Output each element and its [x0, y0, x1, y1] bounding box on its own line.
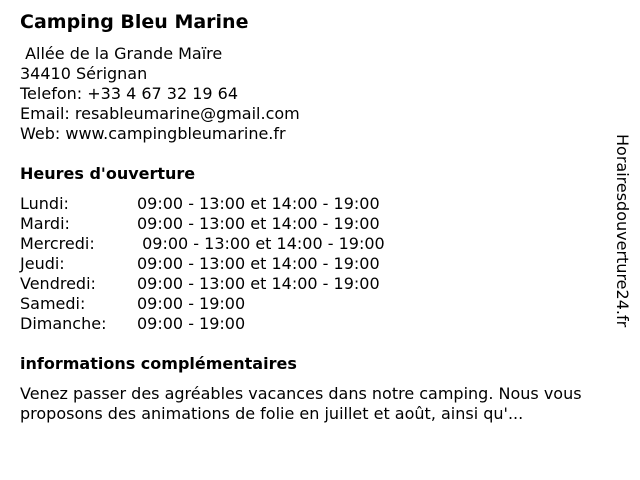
day-label: Samedi: — [20, 294, 86, 313]
info-description: Venez passer des agréables vacances dans notre camping. Nous vous proposons des animations de folie en juillet et août, ainsi qu'... — [20, 384, 582, 423]
time-range: 09:00 - 13:00 et 14:00 - 19:00 — [137, 194, 380, 213]
phone-number: Telefon: +33 4 67 32 19 64 — [20, 84, 239, 103]
time-range: 09:00 - 19:00 — [137, 314, 246, 333]
time-range: 09:00 - 13:00 et 14:00 - 19:00 — [137, 274, 380, 293]
day-label: Vendredi: — [20, 274, 96, 293]
hours-heading: Heures d'ouverture — [20, 164, 196, 183]
city-postcode: 34410 Sérignan — [20, 64, 148, 83]
time-range: 09:00 - 19:00 — [137, 294, 246, 313]
day-label: Lundi: — [20, 194, 69, 213]
info-heading: informations complémentaires — [20, 354, 297, 373]
site-watermark: Horairesdouverture24.fr — [613, 134, 632, 328]
opening-hours-table — [20, 194, 385, 334]
street-address: Allée de la Grande Maïre — [20, 44, 223, 63]
day-label: Dimanche: — [20, 314, 107, 333]
day-label: Mardi: — [20, 214, 70, 233]
time-range: 09:00 - 13:00 et 14:00 - 19:00 — [137, 234, 385, 253]
hours-row-mercredi — [20, 234, 385, 254]
day-label: Mercredi: — [20, 234, 95, 253]
time-range: 09:00 - 13:00 et 14:00 - 19:00 — [137, 254, 380, 273]
hours-row-dimanche — [20, 314, 385, 334]
email-address: Email: resableumarine@gmail.com — [20, 104, 300, 123]
hours-row-samedi — [20, 294, 385, 314]
website: Web: www.campingbleumarine.fr — [20, 124, 286, 143]
business-name: Camping Bleu Marine — [20, 11, 249, 33]
time-range: 09:00 - 13:00 et 14:00 - 19:00 — [137, 214, 380, 233]
hours-row-mardi — [20, 214, 385, 234]
hours-row-jeudi — [20, 254, 385, 274]
hours-row-vendredi — [20, 274, 385, 294]
hours-row-lundi — [20, 194, 385, 214]
day-label: Jeudi: — [20, 254, 65, 273]
contact-block — [20, 44, 300, 144]
